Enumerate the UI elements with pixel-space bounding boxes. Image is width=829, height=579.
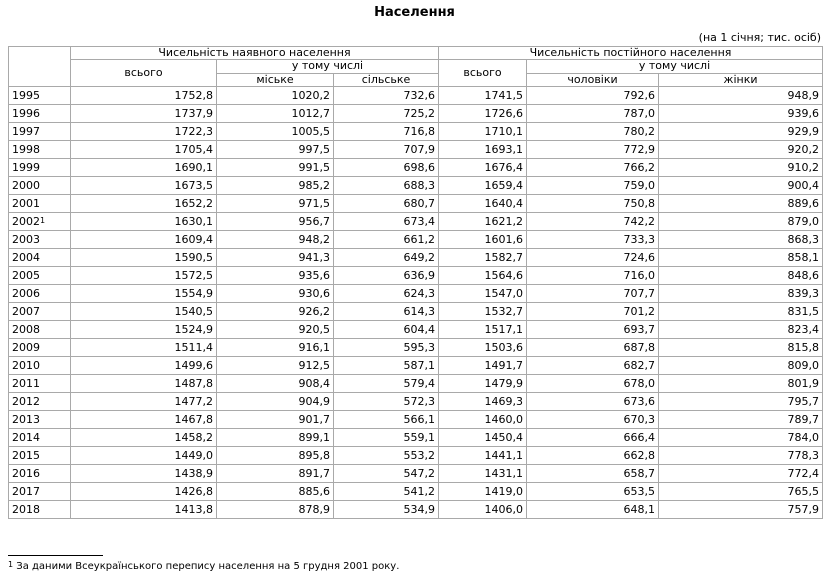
men-cell: 724,6 bbox=[527, 249, 659, 267]
men-cell: 742,2 bbox=[527, 213, 659, 231]
women-cell: 939,6 bbox=[659, 105, 823, 123]
rural-cell: 732,6 bbox=[334, 87, 439, 105]
permanent-total-cell: 1564,6 bbox=[439, 267, 527, 285]
present-total-cell: 1690,1 bbox=[71, 159, 217, 177]
men-cell: 716,0 bbox=[527, 267, 659, 285]
urban-cell: 891,7 bbox=[217, 465, 334, 483]
women-cell: 772,4 bbox=[659, 465, 823, 483]
year-value: 1999 bbox=[12, 160, 40, 174]
men-cell: 787,0 bbox=[527, 105, 659, 123]
men-cell: 750,8 bbox=[527, 195, 659, 213]
urban-cell: 926,2 bbox=[217, 303, 334, 321]
men-cell: 780,2 bbox=[527, 123, 659, 141]
women-cell: 823,4 bbox=[659, 321, 823, 339]
year-value: 2004 bbox=[12, 250, 40, 264]
footnote-ref: 1 bbox=[40, 215, 46, 225]
year-cell bbox=[9, 321, 71, 339]
year-header bbox=[9, 47, 71, 87]
men-cell: 653,5 bbox=[527, 483, 659, 501]
table-row bbox=[9, 465, 823, 483]
year-cell bbox=[9, 465, 71, 483]
year-cell bbox=[9, 105, 71, 123]
table-row bbox=[9, 321, 823, 339]
women-cell: 789,7 bbox=[659, 411, 823, 429]
rural-cell: 716,8 bbox=[334, 123, 439, 141]
table-row bbox=[9, 339, 823, 357]
urban-cell: 991,5 bbox=[217, 159, 334, 177]
table-row bbox=[9, 429, 823, 447]
men-cell: 682,7 bbox=[527, 357, 659, 375]
men-cell: 658,7 bbox=[527, 465, 659, 483]
year-cell bbox=[9, 303, 71, 321]
men-cell: 666,4 bbox=[527, 429, 659, 447]
women-cell: 757,9 bbox=[659, 501, 823, 519]
year-value: 2016 bbox=[12, 466, 40, 480]
permanent-total-cell: 1517,1 bbox=[439, 321, 527, 339]
women-cell: 920,2 bbox=[659, 141, 823, 159]
year-value: 2011 bbox=[12, 376, 40, 390]
table-row bbox=[9, 411, 823, 429]
present-total-cell: 1540,5 bbox=[71, 303, 217, 321]
permanent-total-cell: 1741,5 bbox=[439, 87, 527, 105]
men-cell: 733,3 bbox=[527, 231, 659, 249]
urban-cell: 1020,2 bbox=[217, 87, 334, 105]
permanent-total-cell: 1547,0 bbox=[439, 285, 527, 303]
permanent-total-cell: 1659,4 bbox=[439, 177, 527, 195]
urban-cell: 908,4 bbox=[217, 375, 334, 393]
year-cell bbox=[9, 141, 71, 159]
year-cell bbox=[9, 501, 71, 519]
rural-cell: 566,1 bbox=[334, 411, 439, 429]
permanent-total-cell: 1710,1 bbox=[439, 123, 527, 141]
table-row bbox=[9, 177, 823, 195]
men-cell: 701,2 bbox=[527, 303, 659, 321]
present-total-cell: 1477,2 bbox=[71, 393, 217, 411]
present-total-cell: 1572,5 bbox=[71, 267, 217, 285]
year-cell bbox=[9, 411, 71, 429]
women-cell: 839,3 bbox=[659, 285, 823, 303]
present-total-cell: 1499,6 bbox=[71, 357, 217, 375]
year-value: 2012 bbox=[12, 394, 40, 408]
present-including-header: у тому числі bbox=[217, 60, 439, 74]
urban-cell: 916,1 bbox=[217, 339, 334, 357]
urban-cell: 920,5 bbox=[217, 321, 334, 339]
men-cell: 673,6 bbox=[527, 393, 659, 411]
present-total-cell: 1511,4 bbox=[71, 339, 217, 357]
present-total-cell: 1590,5 bbox=[71, 249, 217, 267]
rural-cell: 661,2 bbox=[334, 231, 439, 249]
women-cell: 948,9 bbox=[659, 87, 823, 105]
urban-cell: 901,7 bbox=[217, 411, 334, 429]
year-cell bbox=[9, 285, 71, 303]
present-total-cell: 1652,2 bbox=[71, 195, 217, 213]
year-value: 2009 bbox=[12, 340, 40, 354]
permanent-total-cell: 1503,6 bbox=[439, 339, 527, 357]
present-total-cell: 1554,9 bbox=[71, 285, 217, 303]
table-row bbox=[9, 501, 823, 519]
rural-cell: 725,2 bbox=[334, 105, 439, 123]
year-cell bbox=[9, 357, 71, 375]
year-value: 2002 bbox=[12, 214, 40, 228]
permanent-total-cell: 1491,7 bbox=[439, 357, 527, 375]
rural-cell: 624,3 bbox=[334, 285, 439, 303]
table-row bbox=[9, 483, 823, 501]
rural-cell: 649,2 bbox=[334, 249, 439, 267]
women-cell: 929,9 bbox=[659, 123, 823, 141]
table-row bbox=[9, 87, 823, 105]
permanent-total-cell: 1601,6 bbox=[439, 231, 527, 249]
present-total-header: всього bbox=[71, 60, 217, 87]
urban-cell: 997,5 bbox=[217, 141, 334, 159]
present-total-cell: 1705,4 bbox=[71, 141, 217, 159]
table-row bbox=[9, 357, 823, 375]
permanent-total-cell: 1406,0 bbox=[439, 501, 527, 519]
women-cell: 809,0 bbox=[659, 357, 823, 375]
rural-cell: 547,2 bbox=[334, 465, 439, 483]
year-value: 2001 bbox=[12, 196, 40, 210]
rural-cell: 595,3 bbox=[334, 339, 439, 357]
men-cell: 772,9 bbox=[527, 141, 659, 159]
men-cell: 687,8 bbox=[527, 339, 659, 357]
table-row bbox=[9, 267, 823, 285]
year-value: 2015 bbox=[12, 448, 40, 462]
year-value: 2000 bbox=[12, 178, 40, 192]
urban-cell: 935,6 bbox=[217, 267, 334, 285]
present-total-cell: 1487,8 bbox=[71, 375, 217, 393]
permanent-total-cell: 1419,0 bbox=[439, 483, 527, 501]
year-cell bbox=[9, 483, 71, 501]
table-row bbox=[9, 285, 823, 303]
units-note: (на 1 січня; тис. осіб) bbox=[698, 31, 821, 44]
men-cell: 648,1 bbox=[527, 501, 659, 519]
footnote-mark: 1 bbox=[8, 560, 14, 569]
urban-cell: 971,5 bbox=[217, 195, 334, 213]
rural-cell: 587,1 bbox=[334, 357, 439, 375]
urban-cell: 1005,5 bbox=[217, 123, 334, 141]
rural-cell: 680,7 bbox=[334, 195, 439, 213]
urban-cell: 885,6 bbox=[217, 483, 334, 501]
year-cell bbox=[9, 87, 71, 105]
rural-cell: 572,3 bbox=[334, 393, 439, 411]
men-header: чоловіки bbox=[527, 73, 659, 87]
permanent-total-cell: 1693,1 bbox=[439, 141, 527, 159]
year-value: 2006 bbox=[12, 286, 40, 300]
page-title: Населення bbox=[374, 5, 455, 20]
women-cell: 900,4 bbox=[659, 177, 823, 195]
men-cell: 766,2 bbox=[527, 159, 659, 177]
permanent-total-cell: 1640,4 bbox=[439, 195, 527, 213]
permanent-population-header: Чисельність постійного населення bbox=[439, 47, 823, 60]
permanent-total-cell: 1621,2 bbox=[439, 213, 527, 231]
rural-cell: 707,9 bbox=[334, 141, 439, 159]
rural-cell: 698,6 bbox=[334, 159, 439, 177]
table-row bbox=[9, 213, 823, 231]
permanent-total-cell: 1441,1 bbox=[439, 447, 527, 465]
urban-cell: 948,2 bbox=[217, 231, 334, 249]
urban-cell: 985,2 bbox=[217, 177, 334, 195]
year-cell bbox=[9, 231, 71, 249]
table-row bbox=[9, 249, 823, 267]
table-body bbox=[9, 87, 823, 519]
table-row bbox=[9, 195, 823, 213]
year-cell bbox=[9, 213, 71, 231]
permanent-total-cell: 1676,4 bbox=[439, 159, 527, 177]
permanent-total-cell: 1532,7 bbox=[439, 303, 527, 321]
men-cell: 759,0 bbox=[527, 177, 659, 195]
present-total-cell: 1413,8 bbox=[71, 501, 217, 519]
table-row bbox=[9, 105, 823, 123]
year-value: 2008 bbox=[12, 322, 40, 336]
permanent-total-cell: 1431,1 bbox=[439, 465, 527, 483]
year-cell bbox=[9, 447, 71, 465]
rural-cell: 534,9 bbox=[334, 501, 439, 519]
table-row bbox=[9, 447, 823, 465]
present-total-cell: 1458,2 bbox=[71, 429, 217, 447]
rural-cell: 559,1 bbox=[334, 429, 439, 447]
year-value: 2010 bbox=[12, 358, 40, 372]
present-total-cell: 1737,9 bbox=[71, 105, 217, 123]
rural-cell: 673,4 bbox=[334, 213, 439, 231]
year-value: 1997 bbox=[12, 124, 40, 138]
women-cell: 831,5 bbox=[659, 303, 823, 321]
women-cell: 848,6 bbox=[659, 267, 823, 285]
women-cell: 784,0 bbox=[659, 429, 823, 447]
women-header: жінки bbox=[659, 73, 823, 87]
permanent-total-cell: 1726,6 bbox=[439, 105, 527, 123]
men-cell: 678,0 bbox=[527, 375, 659, 393]
women-cell: 879,0 bbox=[659, 213, 823, 231]
year-value: 1998 bbox=[12, 142, 40, 156]
urban-cell: 941,3 bbox=[217, 249, 334, 267]
women-cell: 765,5 bbox=[659, 483, 823, 501]
year-cell bbox=[9, 159, 71, 177]
year-value: 2003 bbox=[12, 232, 40, 246]
table-row bbox=[9, 159, 823, 177]
year-value: 1996 bbox=[12, 106, 40, 120]
rural-cell: 604,4 bbox=[334, 321, 439, 339]
rural-cell: 614,3 bbox=[334, 303, 439, 321]
permanent-total-cell: 1479,9 bbox=[439, 375, 527, 393]
year-cell bbox=[9, 375, 71, 393]
year-value: 2014 bbox=[12, 430, 40, 444]
year-cell bbox=[9, 267, 71, 285]
year-cell bbox=[9, 195, 71, 213]
table-row bbox=[9, 393, 823, 411]
year-cell bbox=[9, 393, 71, 411]
women-cell: 815,8 bbox=[659, 339, 823, 357]
year-value: 1995 bbox=[12, 88, 40, 102]
year-cell bbox=[9, 339, 71, 357]
table-row bbox=[9, 123, 823, 141]
urban-cell: 895,8 bbox=[217, 447, 334, 465]
urban-cell: 904,9 bbox=[217, 393, 334, 411]
year-value: 2013 bbox=[12, 412, 40, 426]
urban-cell: 899,1 bbox=[217, 429, 334, 447]
men-cell: 670,3 bbox=[527, 411, 659, 429]
present-total-cell: 1524,9 bbox=[71, 321, 217, 339]
table-row bbox=[9, 375, 823, 393]
permanent-total-header: всього bbox=[439, 60, 527, 87]
year-cell bbox=[9, 123, 71, 141]
women-cell: 910,2 bbox=[659, 159, 823, 177]
present-total-cell: 1426,8 bbox=[71, 483, 217, 501]
permanent-total-cell: 1450,4 bbox=[439, 429, 527, 447]
year-value: 2018 bbox=[12, 502, 40, 516]
rural-header: сільське bbox=[334, 73, 439, 87]
permanent-including-header: у тому числі bbox=[527, 60, 823, 74]
urban-cell: 956,7 bbox=[217, 213, 334, 231]
present-total-cell: 1438,9 bbox=[71, 465, 217, 483]
rural-cell: 636,9 bbox=[334, 267, 439, 285]
women-cell: 889,6 bbox=[659, 195, 823, 213]
rural-cell: 688,3 bbox=[334, 177, 439, 195]
rural-cell: 553,2 bbox=[334, 447, 439, 465]
women-cell: 778,3 bbox=[659, 447, 823, 465]
present-total-cell: 1752,8 bbox=[71, 87, 217, 105]
table-row bbox=[9, 231, 823, 249]
year-value: 2007 bbox=[12, 304, 40, 318]
men-cell: 792,6 bbox=[527, 87, 659, 105]
year-value: 2017 bbox=[12, 484, 40, 498]
year-cell bbox=[9, 429, 71, 447]
women-cell: 858,1 bbox=[659, 249, 823, 267]
men-cell: 662,8 bbox=[527, 447, 659, 465]
men-cell: 707,7 bbox=[527, 285, 659, 303]
year-cell bbox=[9, 249, 71, 267]
urban-cell: 1012,7 bbox=[217, 105, 334, 123]
women-cell: 868,3 bbox=[659, 231, 823, 249]
present-total-cell: 1673,5 bbox=[71, 177, 217, 195]
women-cell: 795,7 bbox=[659, 393, 823, 411]
footnote-divider bbox=[8, 555, 103, 556]
footnote bbox=[8, 561, 399, 572]
present-total-cell: 1467,8 bbox=[71, 411, 217, 429]
permanent-total-cell: 1469,3 bbox=[439, 393, 527, 411]
present-total-cell: 1630,1 bbox=[71, 213, 217, 231]
men-cell: 693,7 bbox=[527, 321, 659, 339]
urban-header: міське bbox=[217, 73, 334, 87]
present-total-cell: 1449,0 bbox=[71, 447, 217, 465]
women-cell: 801,9 bbox=[659, 375, 823, 393]
rural-cell: 579,4 bbox=[334, 375, 439, 393]
year-value: 2005 bbox=[12, 268, 40, 282]
year-cell bbox=[9, 177, 71, 195]
urban-cell: 930,6 bbox=[217, 285, 334, 303]
urban-cell: 912,5 bbox=[217, 357, 334, 375]
footnote-text: За даними Всеукраїнського перепису населення на 5 грудня 2001 року. bbox=[16, 561, 400, 572]
present-population-header: Чисельність наявного населення bbox=[71, 47, 439, 60]
permanent-total-cell: 1582,7 bbox=[439, 249, 527, 267]
population-table bbox=[8, 46, 823, 519]
table-row bbox=[9, 303, 823, 321]
rural-cell: 541,2 bbox=[334, 483, 439, 501]
present-total-cell: 1722,3 bbox=[71, 123, 217, 141]
present-total-cell: 1609,4 bbox=[71, 231, 217, 249]
permanent-total-cell: 1460,0 bbox=[439, 411, 527, 429]
urban-cell: 878,9 bbox=[217, 501, 334, 519]
table-row bbox=[9, 141, 823, 159]
